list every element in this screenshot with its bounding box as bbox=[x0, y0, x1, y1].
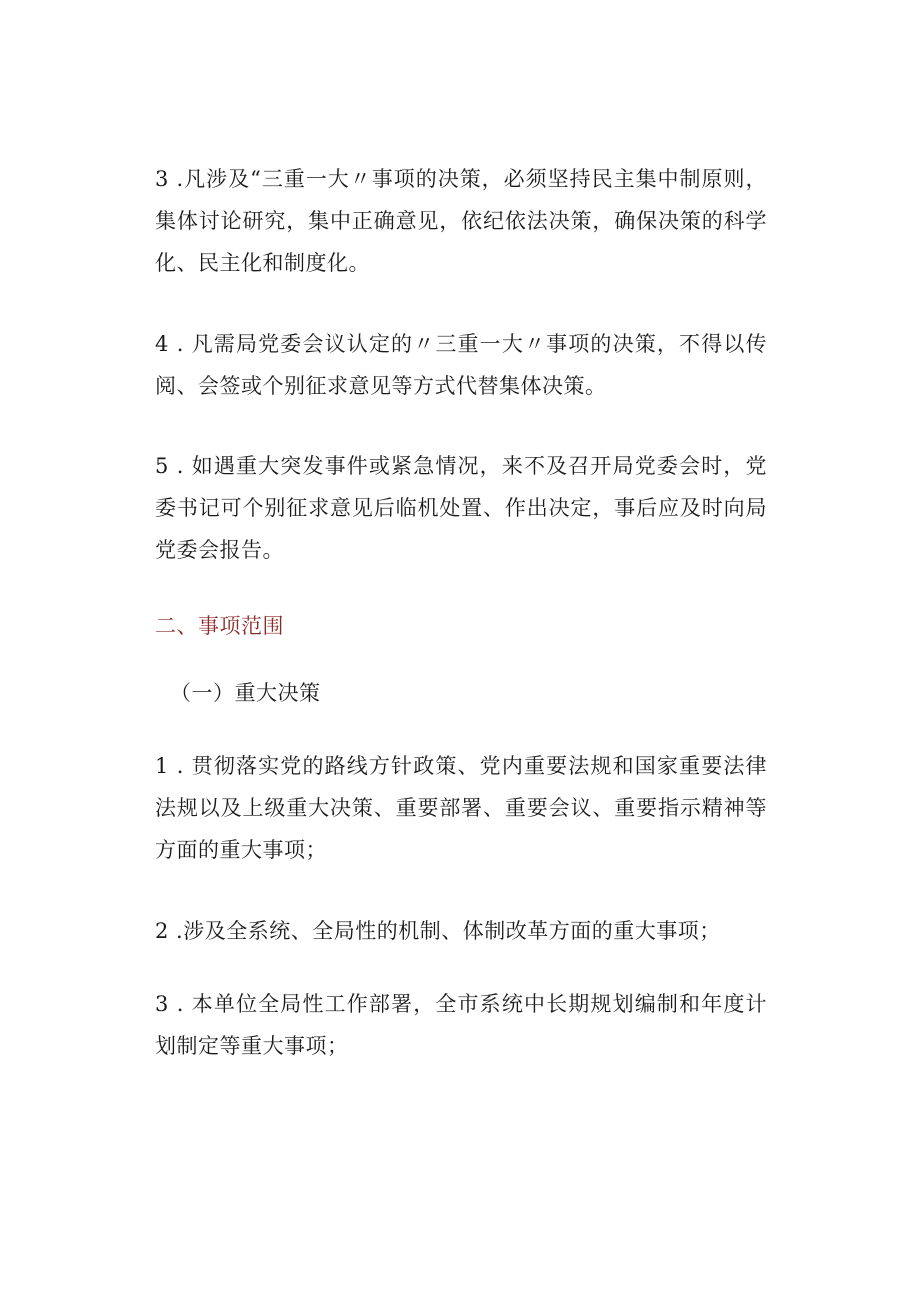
paragraph-item-5: 5 . 如遇重大突发事件或紧急情况，来不及召开局党委会时，党委书记可个别征求意见后临机处置、作出决定，事后应及时向局党委会报告。 bbox=[155, 454, 767, 562]
subsection-heading: （一）重大决策 bbox=[170, 681, 321, 705]
list-item-2: 2 .涉及全系统、全局性的机制、体制改革方面的重大事项； bbox=[155, 919, 721, 943]
paragraph-item-4: 4 . 凡需局党委会议认定的〃三重一大〃事项的决策，不得以传阅、会签或个别征求意见等方式代替集体决策。 bbox=[155, 332, 767, 398]
paragraph-item-3: 3 .凡涉及“三重一大〃事项的决策，必须坚持民主集中制原则，集体讨论研究，集中正确意见，依纪依法决策，确保决策的科学化、民主化和制度化。 bbox=[155, 167, 767, 275]
list-item-3: 3 . 本单位全局性工作部署，全市系统中长期规划编制和年度计划制定等重大事项； bbox=[155, 992, 767, 1058]
list-item-1: 1 . 贯彻落实党的路线方针政策、党内重要法规和国家重要法律法规以及上级重大决策、重要部署、重要会议、重要指示精神等方面的重大事项； bbox=[155, 754, 767, 862]
section-heading: 二、事项范围 bbox=[155, 614, 284, 638]
